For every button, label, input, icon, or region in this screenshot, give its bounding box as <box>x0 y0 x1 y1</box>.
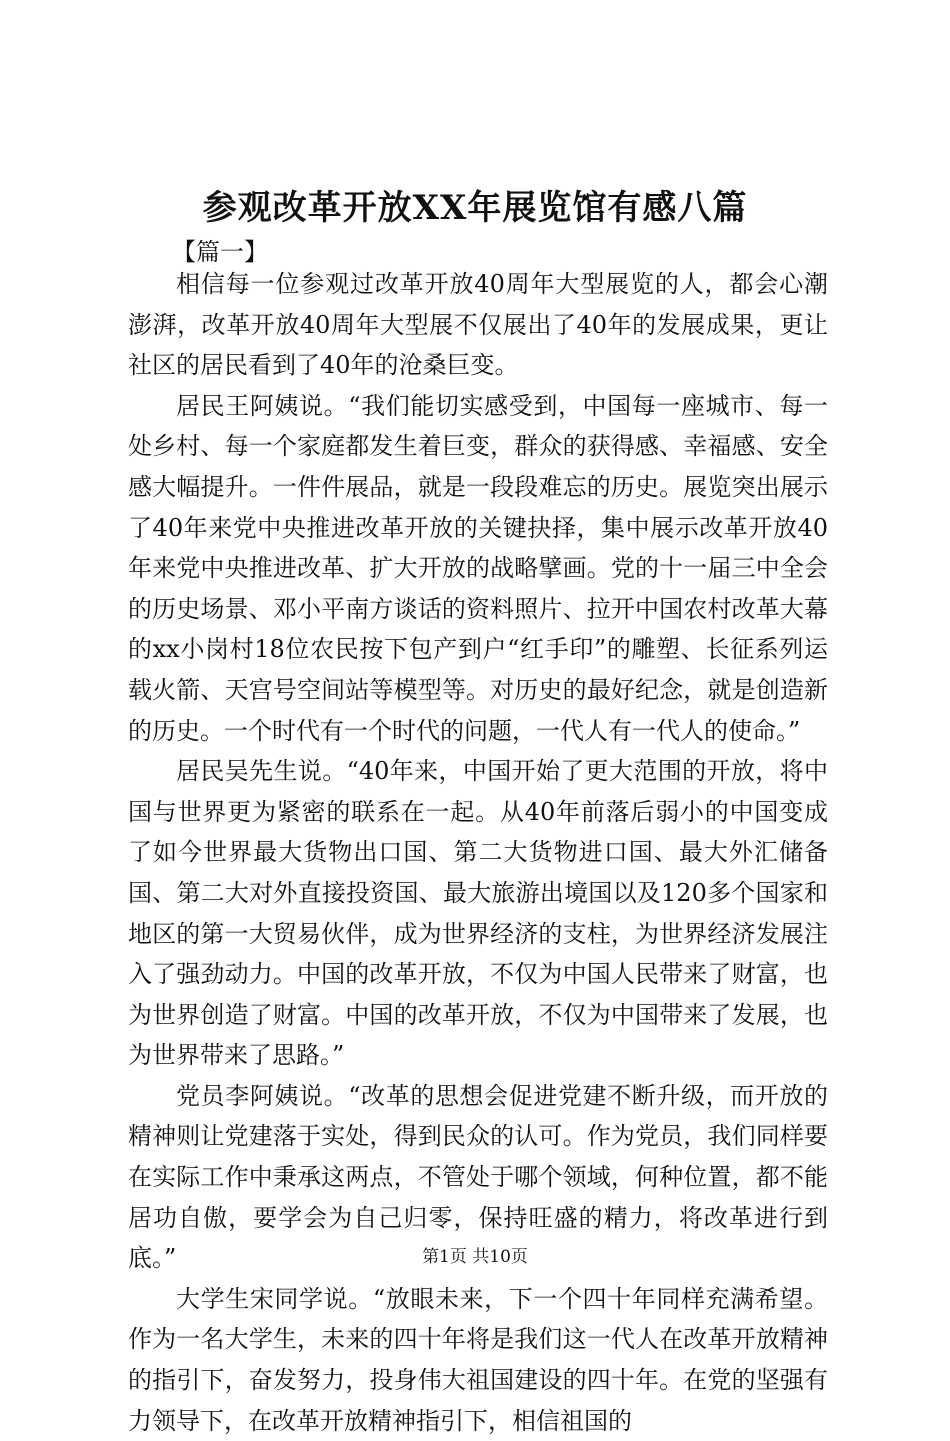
paragraph: 相信每一位参观过改革开放40周年大型展览的人，都会心潮澎湃，改革开放40周年大型展不仅展出了40年的发展成果，更让社区的居民看到了40年的沧桑巨变。 <box>128 270 828 380</box>
document-title: 参观改革开放XX年展览馆有感八篇 <box>202 188 748 228</box>
section-heading: 【篇一】 <box>172 238 268 266</box>
paragraph: 居民吴先生说。“40年来，中国开始了更大范围的开放，将中国与世界更为紧密的联系在一起。从40年前落后弱小的中国变成了如今世界最大货物出口国、第二大货物进口国、最大外汇储备国、第二大对外直接投资国、最大旅游出境国以及120多个国家和地区的第一大贸易伙伴，成为世界经济的支柱，为世界经济发展注入了强劲动力。中国的改革开放，不仅为中国人民带来了财富，也为世界创造了财富。中国的改革开放，不仅为中国带来了发展，也为世界带来了思路。” <box>128 757 828 1070</box>
paragraph: 党员李阿姨说。“改革的思想会促进党建不断升级，而开放的精神则让党建落于实处，得到民众的认可。作为党员，我们同样要在实际工作中秉承这两点，不管处于哪个领域，何种位置，都不能居功自傲，要学会为自己归零，保持旺盛的精力，将改革进行到底。” <box>128 1081 828 1273</box>
paragraph: 居民王阿姨说。“我们能切实感受到，中国每一座城市、每一处乡村、每一个家庭都发生着巨变，群众的获得感、幸福感、安全感大幅提升。一件件展品，就是一段段难忘的历史。展览突出展示了40年来党中央推进改革开放的关键抉择，集中展示改革开放40年来党中央推进改革、扩大开放的战略擘画。党的十一届三中全会的历史场景、邓小平南方谈话的资料照片、拉开中国农村改革大幕的xx小岗村18位农民按下包产到户“红手印”的雕塑、长征系列运载火箭、天宫号空间站等模型等。对历史的最好纪念，就是创造新的历史。一个时代有一个时代的问题，一代人有一代人的使命。” <box>128 391 828 745</box>
page-footer: 第1页 共10页 <box>422 1247 528 1267</box>
paragraph: 大学生宋同学说。“放眼未来，下一个四十年同样充满希望。作为一名大学生，未来的四十年将是我们这一代人在改革开放精神的指引下，奋发努力，投身伟大祖国建设的四十年。在党的坚强有力领导下，在改革开放精神指引下，相信祖国的 <box>128 1284 828 1435</box>
